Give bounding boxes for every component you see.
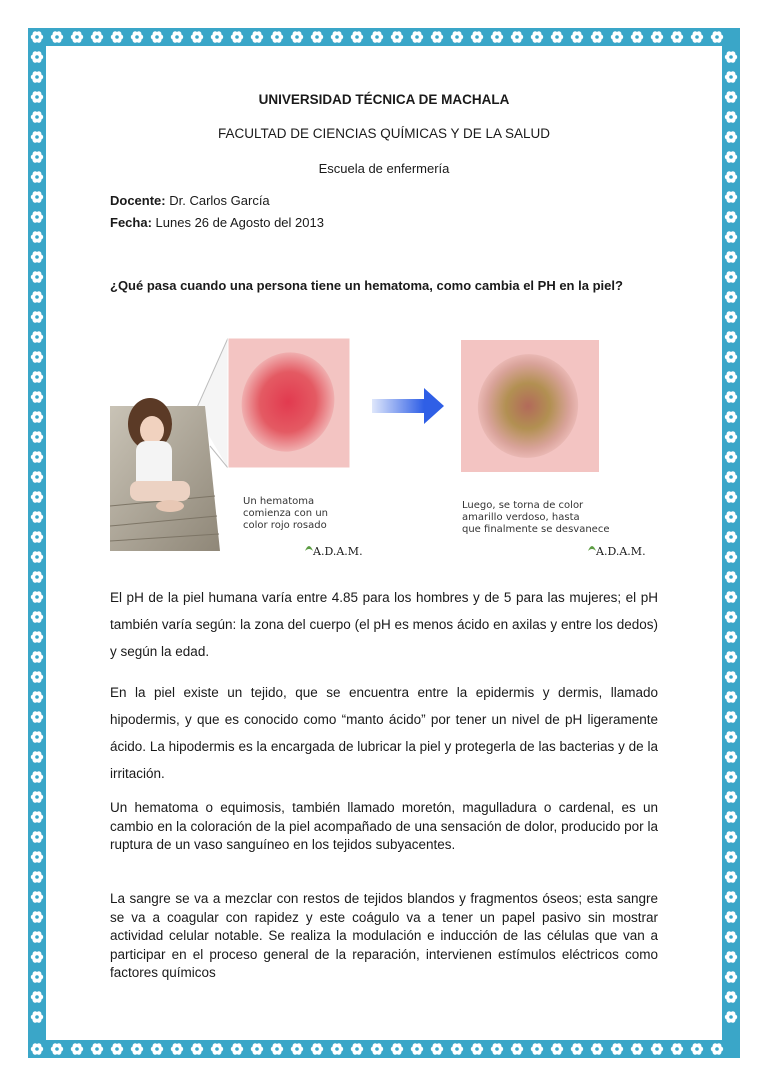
date-value: Lunes 26 de Agosto del 2013 (155, 215, 324, 230)
caption-left-line: Un hematoma (243, 496, 315, 507)
caption-left (243, 496, 328, 531)
question-heading: ¿Qué pasa cuando una persona tiene un hematoma, como cambia el PH en la piel? (110, 278, 623, 293)
adam-logo-right-text: A.D.A.M. (596, 545, 646, 558)
adam-logo-left (305, 545, 363, 558)
paragraph-blood-coagulation: La sangre se va a mezclar con restos de tejidos blandos y fragmentos óseos; esta sangre se va a coagular con rapidez y este coágulo va a tener un papel pasivo sin mostrar actividad celular notable. Se realiza la modulación e inducción de las células que van a participar en el proceso general de la reparación, intervienen estímulos eléctricos como factores químicos (110, 891, 658, 980)
caption-left-line: color rojo rosado (243, 520, 327, 531)
hematoma-figure (110, 336, 658, 566)
caption-left-line: comienza con un (243, 508, 328, 519)
teacher-value: Dr. Carlos García (169, 193, 270, 208)
arrow-right-icon (372, 388, 444, 424)
paragraph-ph-skin: El pH de la piel humana varía entre 4.85 para los hombres y de 5 para las mujeres; el pH también varía según: la zona del cuerpo (el pH es menos ácido en axilas y entre los dedos) y según la edad. (110, 590, 658, 659)
teacher-label: Docente: (110, 193, 166, 208)
date-line (110, 215, 324, 230)
faculty-title: FACULTAD DE CIENCIAS QUÍMICAS Y DE LA SALUD (217, 126, 551, 141)
school-title: Escuela de enfermería (318, 161, 450, 176)
caption-right-line: Luego, se torna de color (462, 500, 584, 511)
adam-logo-left-text: A.D.A.M. (313, 545, 363, 558)
adam-logo-right (588, 545, 646, 558)
date-label: Fecha: (110, 215, 152, 230)
child-photo (110, 398, 220, 551)
caption-right-line: amarillo verdoso, hasta (462, 512, 580, 523)
bruise-fading-image (461, 340, 599, 472)
caption-right (462, 500, 609, 535)
teacher-line (110, 193, 270, 208)
paragraph-hematoma-definition: Un hematoma o equimosis, también llamado moretón, magulladura o cardenal, es un cambio en la coloración de la piel acompañado de una sensación de dolor, producido por la ruptura de un vaso sanguíneo en los tejidos subyacentes. (110, 800, 658, 852)
bruise-red-image (228, 338, 350, 468)
caption-right-line: que finalmente se desvanece (462, 524, 610, 535)
paragraph-hypodermis: En la piel existe un tejido, que se encuentra entre la epidermis y dermis, llamado hipodermis, y que es conocido como “manto ácido” por tener un nivel de pH ligeramente ácido. La hipodermis es la encargada de lubricar la piel y protegerla de las bacterias y de la irritación. (110, 685, 658, 781)
university-title: UNIVERSIDAD TÉCNICA DE MACHALA (258, 92, 510, 107)
